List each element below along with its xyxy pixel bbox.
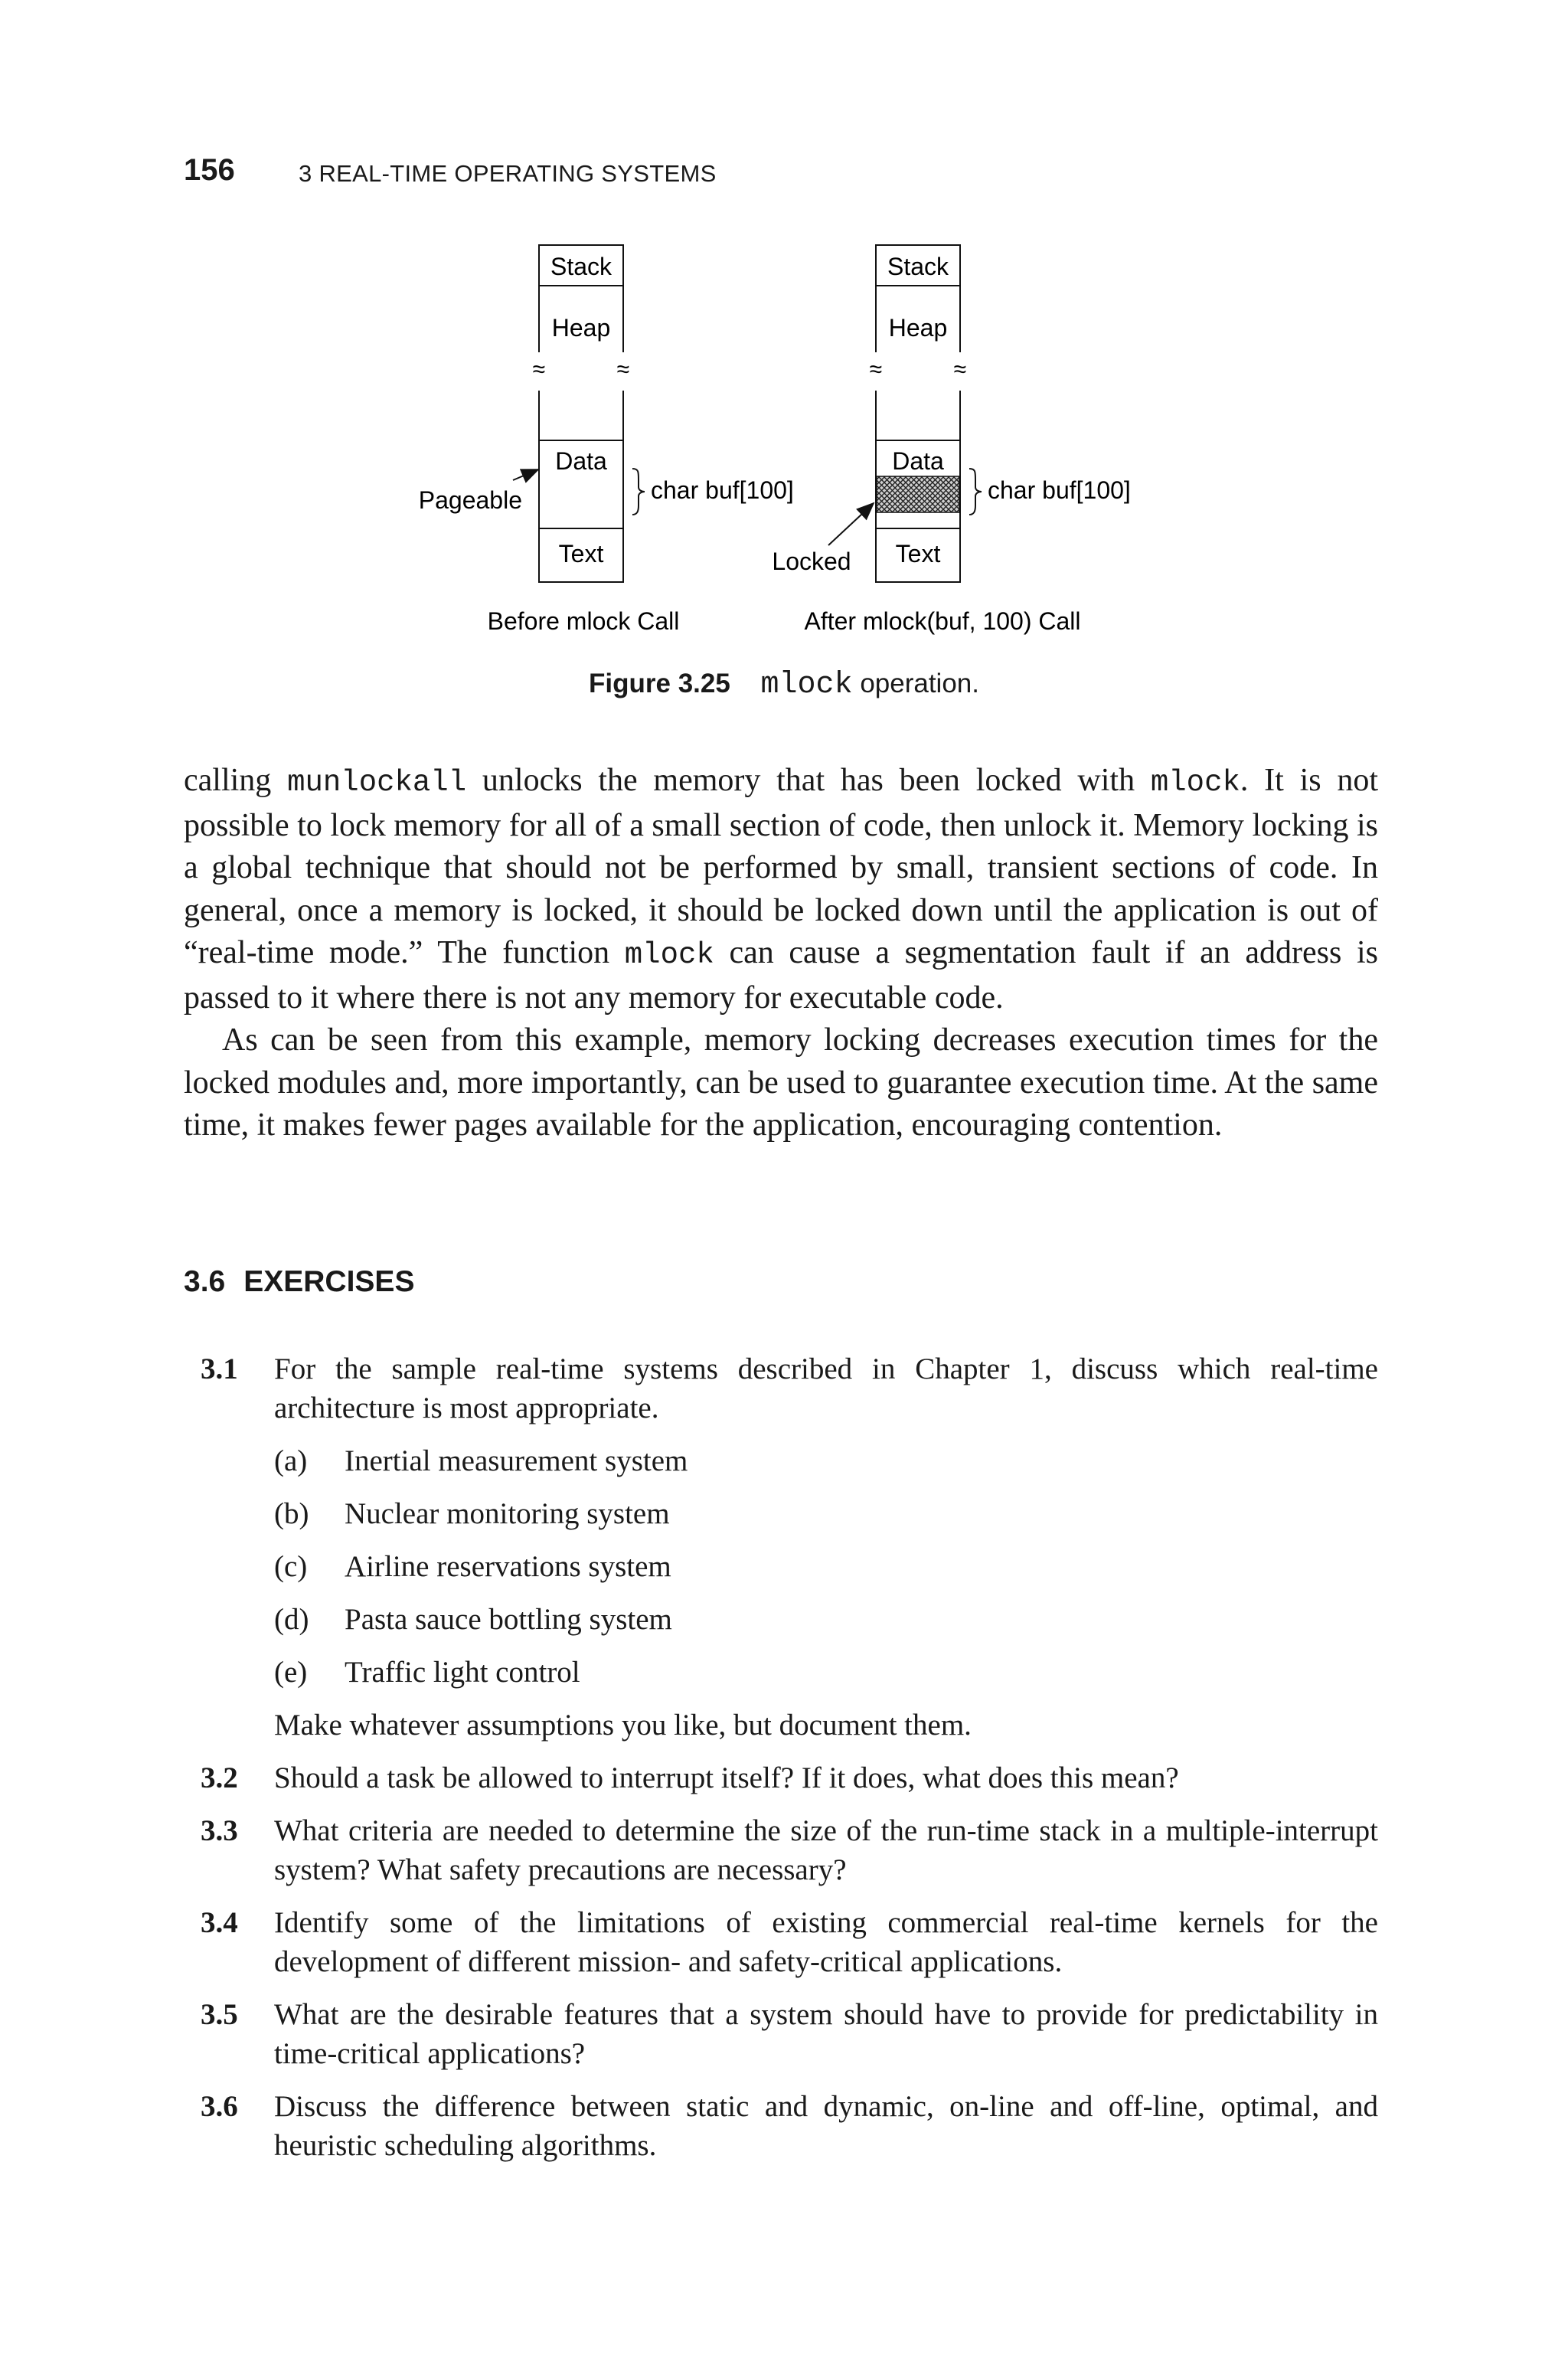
sub-item (274, 1547, 1378, 1586)
break-mark-right: ≈ (616, 357, 630, 382)
text-run: calling (184, 763, 272, 798)
exercise-list (184, 1349, 1378, 2179)
break-mark-right: ≈ (953, 357, 967, 382)
running-head: 3 REAL-TIME OPERATING SYSTEMS (299, 160, 717, 187)
locked-label: Locked (772, 548, 851, 575)
text-run: can cause a segmentation fault if an address is passed to it where there is not any memory for executable code. (184, 935, 1379, 1016)
exercise-text: What are the desirable features that a system should have to provide for predictability in time-critical applications? (274, 1998, 1378, 2070)
sub-item-text: Inertial measurement system (345, 1444, 688, 1477)
sub-item (274, 1600, 1378, 1639)
char-buf-label: char buf[100] (988, 476, 1131, 504)
section-number: 3.6 (184, 1265, 226, 1298)
sub-item-label: (c) (274, 1550, 308, 1583)
section-heading (184, 1265, 414, 1299)
sub-item-label: (e) (274, 1656, 308, 1689)
before-annotations (419, 469, 794, 635)
break-mark-left: ≈ (532, 357, 546, 382)
segment-heap: Heap (888, 314, 948, 342)
page-number: 156 (184, 153, 235, 187)
exercise-item (184, 1811, 1378, 1889)
char-buf-label: char buf[100] (651, 476, 794, 504)
segment-stack: Stack (550, 253, 612, 280)
text-run: unlocks the memory that has been locked with (482, 763, 1135, 798)
segment-stack: Stack (887, 253, 949, 280)
sub-item-label: (b) (274, 1497, 309, 1530)
paragraph: As can be seen from this example, memory locking decreases execution times for the locked modules and, more importantly, can be used to guarantee execution time. At the same time, it makes fewer pages available for the application, encouraging contention. (184, 1022, 1378, 1143)
sub-item-label: (a) (274, 1444, 308, 1477)
exercise-number: 3.6 (201, 2090, 238, 2123)
exercise-number: 3.5 (201, 1998, 238, 2031)
text-run: . It is not possible to lock memory for all of a small section of code, then unlock it. Memory locking is a global technique that should not be performed by small, transient sections of code. In general, once a memory is locked, it should be locked down until the application is out of “real-time mode.” The function (184, 763, 1379, 970)
exercise-note: Make whatever assumptions you like, but document them. (274, 1709, 972, 1742)
break-mark-left: ≈ (869, 357, 883, 382)
caption-text: operation. (860, 669, 979, 698)
sub-item (274, 1653, 1378, 1692)
figure-caption (0, 668, 1568, 702)
exercise-text: For the sample real-time systems described in Chapter 1, discuss which real-time architecture is most appropriate. (274, 1352, 1378, 1424)
sub-item-label: (d) (274, 1603, 309, 1636)
code-munlockall: munlockall (287, 766, 467, 800)
segment-data: Data (892, 447, 944, 475)
paragraph (184, 760, 1378, 1019)
sub-item (274, 1441, 1378, 1480)
body-text (184, 760, 1378, 1147)
before-memory-block (533, 245, 629, 582)
exercise-text: Should a task be allowed to interrupt itself? If it does, what does this mean? (274, 1761, 1179, 1794)
exercise-number: 3.1 (201, 1352, 238, 1385)
segment-text: Text (558, 540, 604, 567)
brace-icon (969, 469, 982, 515)
sub-item-text: Traffic light control (345, 1656, 580, 1689)
figure-label: Figure 3.25 (589, 669, 730, 698)
locked-region (877, 476, 959, 512)
memory-layout-diagram (0, 0, 1568, 735)
exercise-text: Identify some of the limitations of existing commercial real-time kernels for the development of different mission- and safety-critical applications. (274, 1906, 1378, 1978)
sub-item-text: Nuclear monitoring system (345, 1497, 670, 1530)
segment-data: Data (555, 447, 607, 475)
exercise-item (184, 1758, 1378, 1797)
sub-item-text: Airline reservations system (345, 1550, 671, 1583)
exercise-item (184, 1349, 1378, 1745)
figure-mlock-operation (0, 0, 1568, 735)
brace-icon (632, 469, 645, 515)
code-mlock: mlock (624, 938, 714, 972)
exercise-item (184, 1995, 1378, 2073)
sub-item-text: Pasta sauce bottling system (345, 1603, 672, 1636)
pageable-label: Pageable (418, 486, 522, 514)
code-mlock: mlock (1150, 766, 1240, 800)
after-memory-block (870, 245, 966, 582)
segment-heap: Heap (551, 314, 611, 342)
exercise-number: 3.4 (201, 1906, 238, 1939)
sub-item (274, 1494, 1378, 1533)
caption-code: mlock (760, 668, 853, 702)
exercise-number: 3.3 (201, 1814, 238, 1847)
section-title: EXERCISES (243, 1265, 415, 1298)
exercise-text: What criteria are needed to determine the size of the run-time stack in a multiple-interrupt system? What safety precautions are necessary? (274, 1814, 1378, 1886)
exercise-item (184, 2087, 1378, 2165)
exercise-number: 3.2 (201, 1761, 238, 1794)
exercise-item (184, 1903, 1378, 1981)
exercise-text: Discuss the difference between static and dynamic, on-line and off-line, optimal, and heuristic scheduling algorithms. (274, 2090, 1378, 2162)
segment-text: Text (895, 540, 941, 567)
before-sublabel: Before mlock Call (487, 607, 680, 635)
after-sublabel: After mlock(buf, 100) Call (804, 607, 1081, 635)
